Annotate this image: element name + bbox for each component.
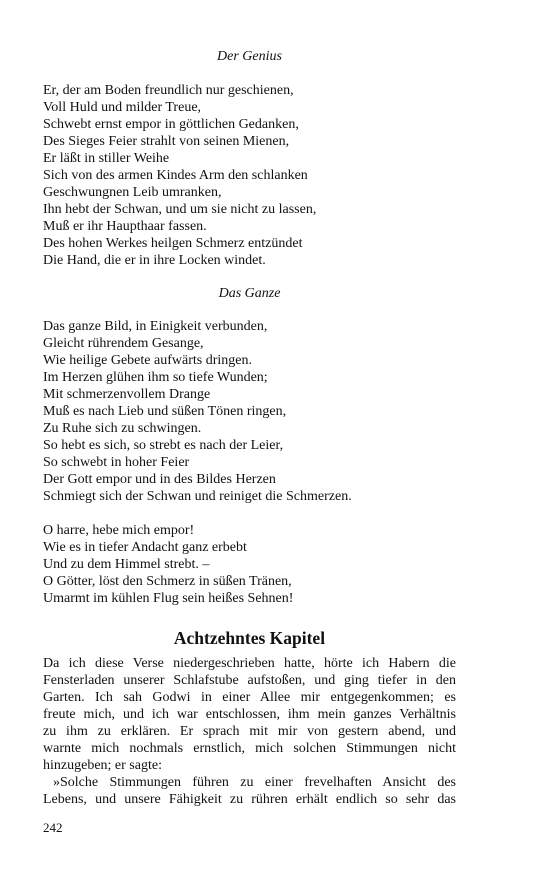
section-heading-das-ganze: Das Ganze [218,286,281,301]
poem-line: Muß es nach Lieb und süßen Tönen ringen, [43,404,287,419]
poem-line: Die Hand, die er in ihre Locken windet. [43,253,266,268]
poem-line: Voll Huld und milder Treue, [43,100,202,115]
poem-line: Der Gott empor und in des Bildes Herzen [43,472,276,487]
poem-line: Im Herzen glühen ihm so tiefe Wunden; [43,370,268,385]
poem-line: Sich von des armen Kindes Arm den schlanken [43,168,308,183]
poem-line: Schwebt ernst empor in göttlichen Gedanken, [43,117,299,132]
prose-line: warnte mich nochmals ernstlich, mich solchen Stimmungen nicht [43,741,456,756]
prose-line: Garten. Ich sah Godwi in einer Allee mir entgegenkommen; es [43,690,456,705]
poem-line: Schmiegt sich der Schwan und reiniget die Schmerzen. [43,489,352,504]
poem-line: Er, der am Boden freundlich nur geschienen, [43,83,294,98]
prose-line: hinzugeben; er sagte: [43,758,162,773]
poem-line: O harre, hebe mich empor! [43,523,195,538]
book-page [43,48,456,808]
poem-line: Des hohen Werkes heilgen Schmerz entzündet [43,236,303,251]
chapter-title: Achtzehntes Kapitel [173,628,326,648]
poem-line: Wie es in tiefer Andacht ganz erbebt [43,540,247,555]
prose-line: »Solche Stimmungen führen zu einer frevelhaften Ansicht des [53,775,456,790]
poem-stanza-der-genius [43,82,456,269]
poem-line: Er läßt in stiller Weihe [43,151,170,166]
poem-line: Umarmt im kühlen Flug sein heißes Sehnen! [43,591,294,606]
prose-line: zu ihm zu erklären. Er sprach mit mir von gestern abend, und [43,724,456,739]
poem-line: Mit schmerzenvollem Drange [43,387,211,402]
chapter-paragraph-1 [43,655,456,774]
prose-line: Lebens, und unsere Fähigkeit zu rühren erhält endlich so sehr das [43,792,456,807]
poem-stanza-das-ganze-2 [43,522,456,607]
poem-line: Wie heilige Gebete aufwärts dringen. [43,353,252,368]
poem-line: O Götter, löst den Schmerz in süßen Tränen, [43,574,292,589]
prose-line: freute mich, und ich war entschlossen, ihm mein ganzes Verhältnis [43,707,456,722]
page-number: 242 [43,820,63,835]
prose-line: Fensterladen unserer Schlafstube aufstoßen, und ging tiefer in den [43,673,456,688]
chapter-paragraph-2 [43,774,456,808]
section-heading-der-genius: Der Genius [217,49,282,64]
poem-line: Gleicht rührendem Gesange, [43,336,204,351]
poem-line: Zu Ruhe sich zu schwingen. [43,421,202,436]
poem-line: Muß er ihr Haupthaar fassen. [43,219,207,234]
poem-line: Geschwungnen Leib umranken, [43,185,222,200]
poem-line: Und zu dem Himmel strebt. – [43,557,210,572]
poem-line: Des Sieges Feier strahlt von seinen Mienen, [43,134,290,149]
poem-stanza-das-ganze-1 [43,318,456,505]
poem-line: So schwebt in hoher Feier [43,455,190,470]
prose-line: Da ich diese Verse niedergeschrieben hatte, hörte ich Habern die [43,656,456,671]
poem-line: Das ganze Bild, in Einigkeit verbunden, [43,319,268,334]
poem-line: So hebt es sich, so strebt es nach der Leier, [43,438,284,453]
poem-line: Ihn hebt der Schwan, und um sie nicht zu lassen, [43,202,317,217]
